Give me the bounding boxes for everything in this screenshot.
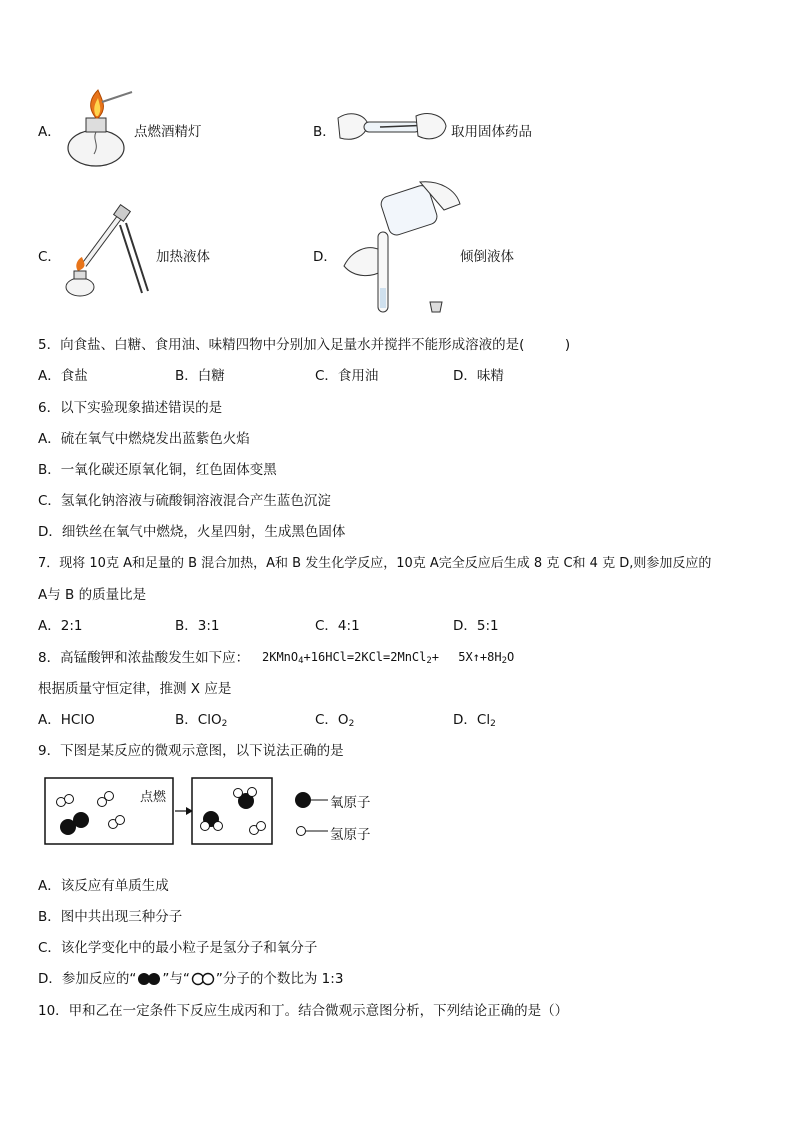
- reaction-arrow-label: 点燃: [140, 790, 167, 805]
- q5-option-b: B．白糖: [175, 368, 225, 384]
- q9-option-d: D．参加反应的“ ”与“ ”分子的个数比为 1:3: [38, 971, 344, 987]
- q10-stem: 10．甲和乙在一定条件下反应生成丙和丁。结合微观示意图分析，下列结论正确的是（）: [38, 1003, 569, 1019]
- option-a-letter: A．: [38, 124, 61, 140]
- q8-stem: 8．高锰酸钾和浓盐酸发生如下应：: [38, 650, 250, 666]
- q8-option-b: B．ClO$_2$: [175, 712, 228, 729]
- alcohol-lamp-lighting-illustration: [62, 88, 142, 170]
- q8-line2: 根据质量守恒定律，推测 X 应是: [38, 681, 232, 697]
- q5-stem: 5．向食盐、白糖、食用油、味精四物中分别加入足量水并搅拌不能形成溶液的是( ): [38, 337, 571, 353]
- q6-option-b: B．一氧化碳还原氧化铜，红色固体变黑: [38, 462, 277, 478]
- oxygen-atom-legend-icon: [295, 792, 311, 808]
- option-c-caption: 加热液体: [156, 249, 210, 265]
- q6-stem: 6．以下实验现象描述错误的是: [38, 400, 223, 416]
- q6-option-c: C．氢氧化钠溶液与硫酸铜溶液混合产生蓝色沉淀: [38, 493, 331, 509]
- option-d-letter: D．: [313, 249, 337, 265]
- option-b-letter: B．: [313, 124, 336, 140]
- hydrogen-atom-legend-icon: [297, 827, 306, 836]
- q8-option-d: D．$Cl_2$: [453, 712, 496, 729]
- legend-hydrogen-label: 氢原子: [330, 827, 371, 843]
- q7-option-c: C．4:1: [315, 618, 360, 634]
- legend-oxygen-label: 氧原子: [330, 795, 371, 811]
- q8-option-c: C．$O_2$: [315, 712, 355, 729]
- q8-option-a: A．HClO: [38, 712, 95, 728]
- option-c-letter: C．: [38, 249, 61, 265]
- q7-option-b: B．3:1: [175, 618, 220, 634]
- q7-stem-line1: 7．现将 10克 A和足量的 B 混合加热，A和 B 发生化学反应，10克 A完全反应后生成 8 克 C和 4 克 D,则参加反应的: [38, 556, 712, 571]
- oxygen-molecule-icon: [136, 972, 162, 986]
- q5-option-c: C．食用油: [315, 368, 379, 384]
- option-b-caption: 取用固体药品: [451, 124, 532, 140]
- q5-option-a: A．食盐: [38, 368, 88, 384]
- q9-option-a: A．该反应有单质生成: [38, 878, 169, 894]
- option-d-caption: 倾倒液体: [460, 249, 514, 265]
- q9-option-b: B．图中共出现三种分子: [38, 909, 183, 925]
- taking-solid-reagent-illustration: [336, 108, 448, 150]
- q9-option-c: C．该化学变化中的最小粒子是氢分子和氧分子: [38, 940, 318, 956]
- option-a-caption: 点燃酒精灯: [134, 124, 202, 140]
- product-box: [192, 778, 272, 844]
- q7-stem-line2: A与 B 的质量比是: [38, 587, 147, 603]
- pouring-liquid-illustration: [340, 180, 464, 318]
- q8-equation: 2KMnO$_4$+16HCl=2KCl=2MnCl$_2$+ $5X↑+8H_2O$: [262, 650, 515, 666]
- q6-option-a: A．硫在氧气中燃烧发出蓝紫色火焰: [38, 431, 250, 447]
- q6-option-d: D．细铁丝在氧气中燃烧，火星四射，生成黑色固体: [38, 524, 346, 540]
- hydrogen-molecule-icon: [190, 972, 216, 986]
- q7-option-d: D．5:1: [453, 618, 499, 634]
- q9-stem: 9．下图是某反应的微观示意图，以下说法正确的是: [38, 743, 344, 759]
- heating-liquid-illustration: [62, 205, 158, 301]
- q7-option-a: A．2:1: [38, 618, 83, 634]
- q5-option-d: D．味精: [453, 368, 504, 384]
